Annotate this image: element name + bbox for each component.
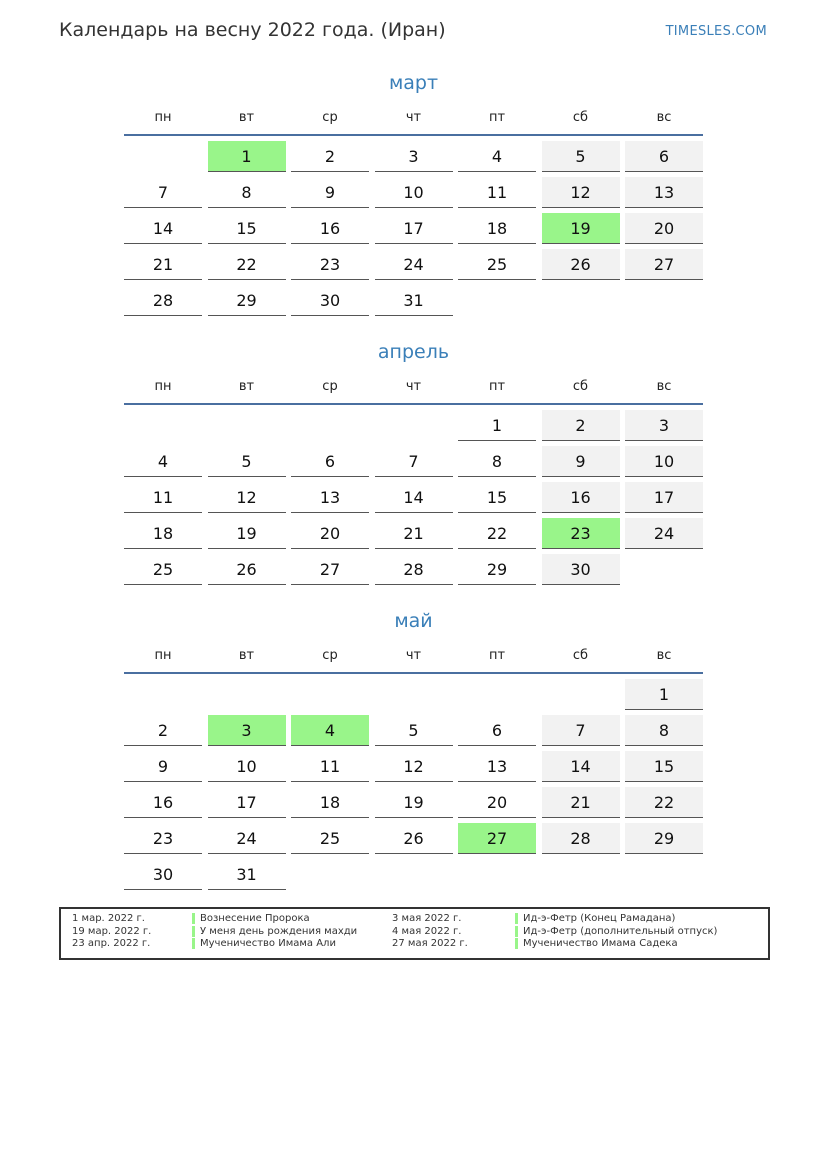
weekday-label: пн: [154, 110, 172, 125]
day-cell: 2: [542, 410, 620, 441]
empty-cell: [458, 285, 536, 316]
day-cell: 12: [375, 751, 453, 782]
day-cell: 26: [542, 249, 620, 280]
day-cell: 12: [542, 177, 620, 208]
empty-cell: [542, 285, 620, 316]
day-cell: 11: [124, 482, 202, 513]
day-cell: 31: [375, 285, 453, 316]
day-grid: [124, 410, 703, 585]
day-cell: 27: [625, 249, 703, 280]
day-cell: 15: [208, 213, 286, 244]
day-cell: 8: [625, 715, 703, 746]
empty-cell: [458, 679, 536, 710]
weekday-label: чт: [405, 379, 422, 394]
empty-cell: [124, 141, 202, 172]
month-march: [124, 69, 703, 316]
day-cell: 24: [625, 518, 703, 549]
day-cell: 8: [208, 177, 286, 208]
day-cell: 12: [208, 482, 286, 513]
empty-cell: [458, 859, 536, 890]
header-rule: [124, 403, 703, 405]
empty-cell: [375, 859, 453, 890]
day-cell: 21: [375, 518, 453, 549]
empty-cell: [542, 679, 620, 710]
day-cell: 9: [542, 446, 620, 477]
day-cell: 1: [458, 410, 536, 441]
day-cell: 20: [291, 518, 369, 549]
empty-cell: [208, 679, 286, 710]
header-rule: [124, 672, 703, 674]
day-cell: 14: [542, 751, 620, 782]
day-cell: 29: [625, 823, 703, 854]
day-cell: 24: [375, 249, 453, 280]
weekday-label: вт: [238, 379, 255, 394]
day-cell: 17: [375, 213, 453, 244]
month-may: [124, 607, 703, 890]
holiday-legend: [59, 907, 770, 960]
weekday-label: пт: [488, 379, 506, 394]
weekday-label: вс: [656, 379, 672, 394]
day-cell: 4: [458, 141, 536, 172]
day-cell: 1: [208, 141, 286, 172]
legend-date: 1 мар. 2022 г.: [72, 913, 145, 924]
day-cell: 29: [458, 554, 536, 585]
day-cell: 14: [375, 482, 453, 513]
legend-color-marker: [192, 913, 195, 924]
day-cell: 22: [458, 518, 536, 549]
day-cell: 23: [291, 249, 369, 280]
legend-color-marker: [192, 926, 195, 937]
day-cell: 2: [291, 141, 369, 172]
day-cell: 8: [458, 446, 536, 477]
weekday-label: сб: [572, 110, 589, 125]
day-cell: 18: [291, 787, 369, 818]
weekday-label: ср: [322, 379, 338, 394]
day-cell: 19: [542, 213, 620, 244]
day-cell: 30: [124, 859, 202, 890]
weekday-label: ср: [322, 110, 338, 125]
empty-cell: [208, 410, 286, 441]
empty-cell: [375, 410, 453, 441]
weekday-label: вс: [656, 648, 672, 663]
day-grid: [124, 679, 703, 890]
day-cell: 29: [208, 285, 286, 316]
day-cell: 28: [542, 823, 620, 854]
weekday-label: сб: [572, 379, 589, 394]
empty-cell: [625, 859, 703, 890]
day-cell: 23: [542, 518, 620, 549]
day-cell: 14: [124, 213, 202, 244]
day-cell: 10: [375, 177, 453, 208]
day-cell: 21: [542, 787, 620, 818]
weekday-label: ср: [322, 648, 338, 663]
day-cell: 25: [124, 554, 202, 585]
empty-cell: [291, 679, 369, 710]
day-cell: 19: [208, 518, 286, 549]
day-cell: 3: [625, 410, 703, 441]
day-cell: 18: [458, 213, 536, 244]
day-cell: 26: [208, 554, 286, 585]
weekday-label: вс: [656, 110, 672, 125]
day-cell: 21: [124, 249, 202, 280]
legend-holiday-name: Ид-э-Фетр (дополнительный отпуск): [523, 925, 718, 937]
day-cell: 20: [458, 787, 536, 818]
day-cell: 17: [208, 787, 286, 818]
day-cell: 25: [291, 823, 369, 854]
legend-date: 23 апр. 2022 г.: [72, 938, 151, 949]
day-cell: 10: [625, 446, 703, 477]
day-cell: 9: [291, 177, 369, 208]
day-cell: 27: [291, 554, 369, 585]
day-cell: 3: [208, 715, 286, 746]
day-cell: 20: [625, 213, 703, 244]
legend-holiday-name: Мученичество Имама Садека: [523, 938, 678, 949]
day-cell: 15: [458, 482, 536, 513]
empty-cell: [124, 679, 202, 710]
page-title: Календарь на весну 2022 года. (Иран): [59, 19, 446, 41]
empty-cell: [375, 679, 453, 710]
day-cell: 22: [208, 249, 286, 280]
month-april: [124, 338, 703, 585]
day-cell: 31: [208, 859, 286, 890]
header-rule: [124, 134, 703, 136]
legend-holiday-name: Ид-э-Фетр (Конец Рамадана): [523, 913, 676, 924]
legend-color-marker: [192, 938, 195, 949]
weekday-label: пт: [488, 648, 506, 663]
day-grid: [124, 141, 703, 316]
month-name: март: [388, 72, 439, 94]
day-cell: 26: [375, 823, 453, 854]
day-cell: 6: [625, 141, 703, 172]
empty-cell: [291, 859, 369, 890]
day-cell: 1: [625, 679, 703, 710]
day-cell: 30: [542, 554, 620, 585]
legend-holiday-name: Вознесение Пророка: [200, 913, 310, 924]
day-cell: 24: [208, 823, 286, 854]
day-cell: 5: [375, 715, 453, 746]
day-cell: 18: [124, 518, 202, 549]
day-cell: 5: [542, 141, 620, 172]
day-cell: 28: [375, 554, 453, 585]
legend-color-marker: [515, 926, 518, 937]
weekday-label: пн: [154, 648, 172, 663]
day-cell: 9: [124, 751, 202, 782]
site-link[interactable]: TIMESLES.COM: [665, 24, 767, 39]
empty-cell: [291, 410, 369, 441]
empty-cell: [124, 410, 202, 441]
empty-cell: [542, 859, 620, 890]
day-cell: 19: [375, 787, 453, 818]
day-cell: 10: [208, 751, 286, 782]
day-cell: 4: [124, 446, 202, 477]
day-cell: 17: [625, 482, 703, 513]
legend-date: 3 мая 2022 г.: [392, 913, 462, 924]
day-cell: 25: [458, 249, 536, 280]
day-cell: 30: [291, 285, 369, 316]
legend-holiday-name: У меня день рождения махди: [200, 925, 358, 937]
weekday-header: [124, 379, 703, 399]
day-cell: 6: [291, 446, 369, 477]
day-cell: 2: [124, 715, 202, 746]
day-cell: 7: [375, 446, 453, 477]
day-cell: 22: [625, 787, 703, 818]
weekday-label: вт: [238, 110, 255, 125]
day-cell: 23: [124, 823, 202, 854]
day-cell: 16: [291, 213, 369, 244]
month-name: май: [394, 610, 433, 632]
legend-color-marker: [515, 913, 518, 924]
legend-holiday-name: Мученичество Имама Али: [200, 938, 336, 949]
weekday-header: [124, 648, 703, 668]
month-name: апрель: [377, 341, 450, 363]
weekday-label: сб: [572, 648, 589, 663]
legend-date: 19 мар. 2022 г.: [72, 925, 152, 937]
day-cell: 11: [291, 751, 369, 782]
day-cell: 16: [124, 787, 202, 818]
day-cell: 13: [291, 482, 369, 513]
day-cell: 7: [542, 715, 620, 746]
weekday-label: вт: [238, 648, 255, 663]
weekday-label: пн: [154, 379, 172, 394]
weekday-label: чт: [405, 648, 422, 663]
legend-color-marker: [515, 938, 518, 949]
day-cell: 5: [208, 446, 286, 477]
day-cell: 11: [458, 177, 536, 208]
day-cell: 28: [124, 285, 202, 316]
weekday-header: [124, 110, 703, 130]
empty-cell: [625, 285, 703, 316]
day-cell: 4: [291, 715, 369, 746]
day-cell: 13: [625, 177, 703, 208]
weekday-label: чт: [405, 110, 422, 125]
empty-cell: [625, 554, 703, 585]
day-cell: 16: [542, 482, 620, 513]
day-cell: 13: [458, 751, 536, 782]
day-cell: 27: [458, 823, 536, 854]
day-cell: 7: [124, 177, 202, 208]
day-cell: 6: [458, 715, 536, 746]
day-cell: 3: [375, 141, 453, 172]
day-cell: 15: [625, 751, 703, 782]
legend-date: 27 мая 2022 г.: [392, 938, 468, 949]
legend-date: 4 мая 2022 г.: [392, 925, 462, 937]
weekday-label: пт: [488, 110, 506, 125]
